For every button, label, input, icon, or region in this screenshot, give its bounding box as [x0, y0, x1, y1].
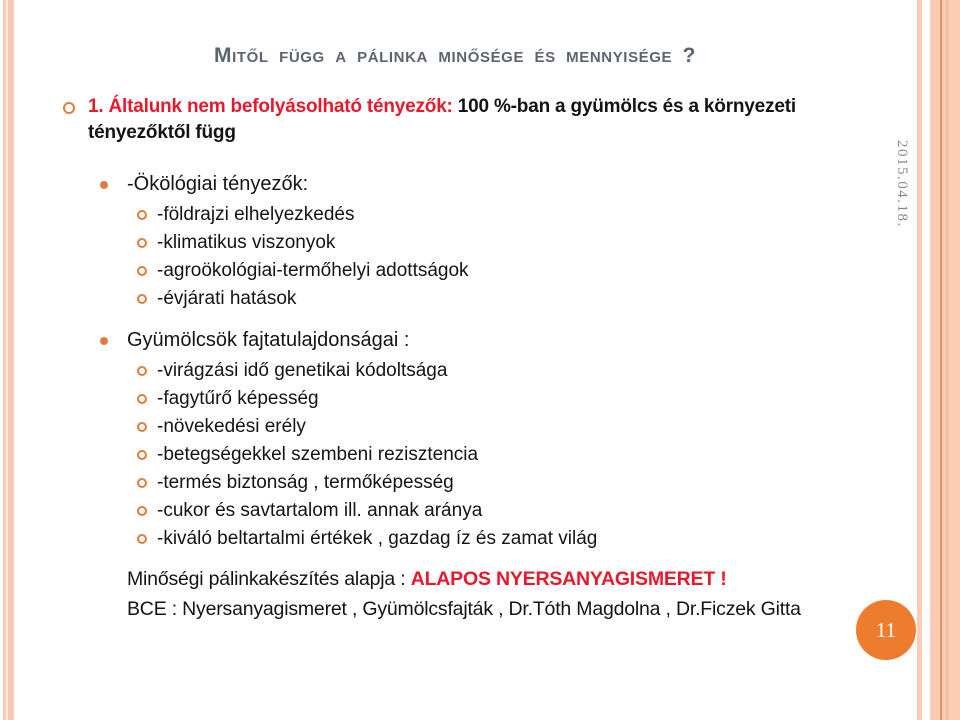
slide-title: Mitől függ a pálinka minősége és mennyisége ?: [213, 44, 697, 67]
bullet-circle-icon: [63, 102, 75, 114]
bullet-circle-icon: [137, 534, 147, 544]
bullet-circle-icon: [137, 366, 147, 376]
main-bullet-text: [88, 94, 888, 146]
list-item-label: -betegségekkel szembeni rezisztencia: [157, 444, 479, 465]
footer-credits: BCE : Nyersanyagismeret , Gyümölcsfajták , Dr.Tóth Magdolna , Dr.Ficzek Gitta: [127, 598, 801, 620]
list-item: [157, 257, 469, 285]
page-number: 11: [875, 617, 897, 642]
list-item-label: -termés biztonság , termőképesség: [157, 472, 454, 493]
list-item-label: -agroökológiai-termőhelyi adottságok: [157, 260, 469, 281]
list-item-label: -virágzási idő genetikai kódoltsága: [157, 360, 448, 381]
slide-date: 2015.04.18.: [894, 140, 910, 228]
list-item: [157, 497, 597, 525]
bullet-circle-icon: [137, 294, 147, 304]
left-border-stripes: [0, 0, 14, 720]
group1-items: [157, 201, 469, 313]
bullet-circle-icon: [137, 422, 147, 432]
main-bullet-red-text: 1. Általunk nem befolyásolható tényezők:: [88, 96, 453, 117]
group2-items: [157, 357, 597, 553]
bullet-circle-icon: [137, 450, 147, 460]
bullet-circle-icon: [137, 394, 147, 404]
bullet-circle-icon: [137, 478, 147, 488]
group2-heading: Gyümölcsök fajtatulajdonságai :: [127, 329, 410, 351]
footer-line1: [127, 564, 801, 594]
list-item: [157, 357, 597, 385]
list-item-label: -földrajzi elhelyezkedés: [157, 204, 355, 225]
list-item: [157, 385, 597, 413]
bullet-circle-icon: [137, 266, 147, 276]
right-border-stripes: [915, 0, 960, 720]
list-item-label: -klimatikus viszonyok: [157, 232, 336, 253]
list-item: [157, 285, 469, 313]
group1-heading: -Ökölógiai tényezők:: [127, 173, 309, 195]
bullet-circle-icon: [137, 506, 147, 516]
list-item-label: -fagytűrő képesség: [157, 388, 319, 409]
bullet-dot-icon: [100, 337, 108, 345]
list-item-label: -növekedési erély: [157, 416, 306, 437]
list-item: [157, 201, 469, 229]
bullet-circle-icon: [137, 210, 147, 220]
footer-normal-text: Minőségi pálinkakészítés alapja :: [127, 568, 411, 590]
main-bullet-black-text: 100 %-ban a gyümölcs és a környezeti tényezőktől függ: [88, 96, 796, 143]
list-item: [157, 441, 597, 469]
footer-text: [127, 564, 801, 624]
list-item: [157, 413, 597, 441]
list-item-label: -évjárati hatások: [157, 288, 297, 309]
footer-red-text: ALAPOS NYERSANYAGISMERET !: [410, 568, 727, 590]
list-item-label: -cukor és savtartalom ill. annak aránya: [157, 500, 483, 521]
list-item: [157, 525, 597, 553]
bullet-circle-icon: [137, 238, 147, 248]
list-item: [157, 229, 469, 257]
page-number-badge: [856, 600, 916, 660]
list-item: [157, 469, 597, 497]
bullet-dot-icon: [100, 181, 108, 189]
list-item-label: -kiváló beltartalmi értékek , gazdag íz és zamat világ: [157, 528, 598, 549]
